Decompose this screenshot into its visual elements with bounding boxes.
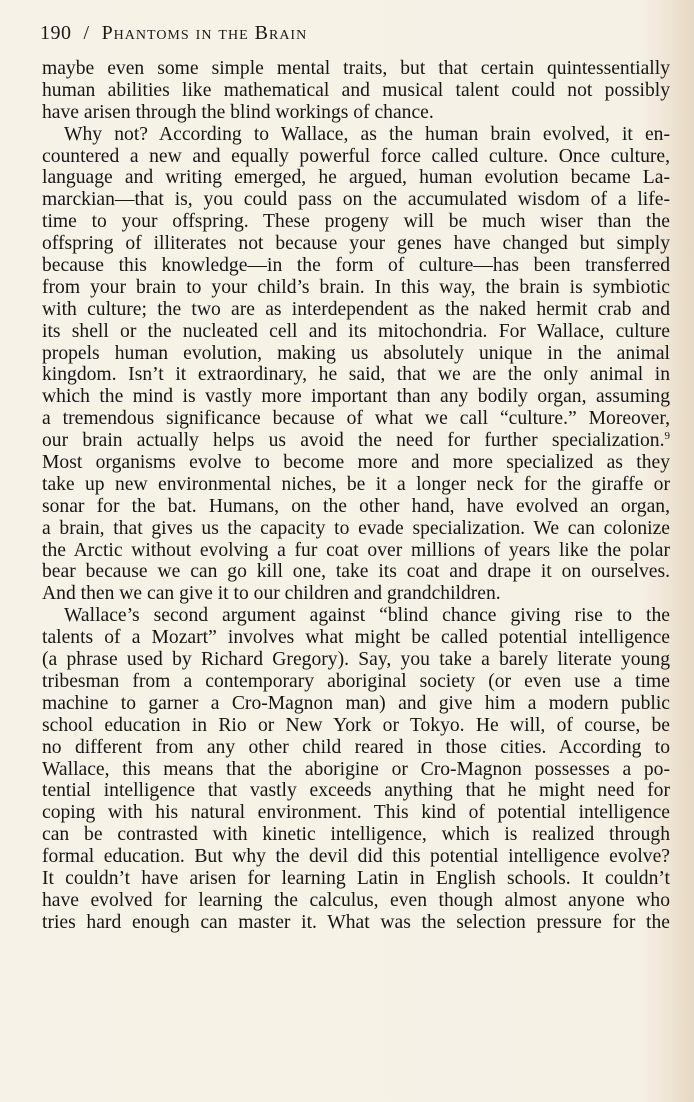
line-text: have evolved for learning the calculus, even though almost anyone who [42,889,670,911]
text-line [42,912,670,934]
line-text: formal education. But why the devil did this potential intelligence evolve? [42,846,670,868]
text-line [42,189,670,211]
line-text: maybe even some simple mental traits, but that certain quintessentially [42,58,670,79]
text-line [42,605,670,627]
line-text: have arisen through the blind workings of chance. [42,101,434,123]
text-line [42,80,670,102]
line-text: with culture; the two are as interdependent as the naked hermit crab and [42,298,670,320]
text-line [42,737,670,759]
line-text: school education in Rio or New York or Tokyo. He will, of course, be [42,714,670,736]
line-text: the Arctic without evolving a fur coat over millions of years like the polar [42,539,670,561]
text-line [42,715,670,737]
text-line [42,583,670,605]
line-text: language and writing emerged, he argued, human evolution became La- [42,167,670,189]
text-line [42,364,670,386]
line-text: take up new environmental niches, be it a longer neck for the giraffe or [42,473,670,495]
line-text: (a phrase used by Richard Gregory). Say, you take a barely literate young [42,649,670,671]
line-text: human abilities like mathematical and musical talent could not possibly [42,79,670,101]
line-text: offspring of illiterates not because your genes have changed but simply [42,233,670,255]
page-number: 190 [40,22,72,44]
text-line [42,780,670,802]
text-line [42,452,670,474]
line-text: coping with his natural environment. This kind of potential intelligence [42,802,670,824]
text-line [42,496,670,518]
text-line [42,408,670,430]
line-text: machine to garner a Cro-Magnon man) and give him a modern public [42,692,670,714]
text-line [42,474,670,496]
line-text: propels human evolution, making us absolutely unique in the animal [42,342,670,364]
line-text: a brain, that gives us the capacity to evade specialization. We can colonize [42,517,670,539]
text-line [42,343,670,365]
text-line [42,58,670,80]
text-line [42,299,670,321]
line-text: Wallace, this means that the aborigine or Cro-Magnon possesses a po- [42,758,670,780]
text-line [42,846,670,868]
line-text: from your brain to your child’s brain. In this way, the brain is symbiotic [42,276,670,298]
paragraph [42,58,670,124]
text-line [42,167,670,189]
line-text: no different from any other child reared in those cities. According to [42,736,670,758]
text-line [42,649,670,671]
text-line [42,627,670,649]
text-line [42,890,670,912]
line-text: which the mind is vastly more important than any bodily organ, assuming [42,386,670,408]
text-line [42,824,670,846]
text-line [42,233,670,255]
paragraph [42,124,670,606]
book-title: Phantoms in the Brain [101,22,308,44]
text-line [42,102,670,124]
line-text: Why not? According to Wallace, as the human brain evolved, it en- [64,123,670,145]
line-text: marckian—that is, you could pass on the accumulated wisdom of a life- [42,189,670,211]
line-text: tribesman from a contemporary aboriginal society (or even use a time [42,670,670,692]
line-text: can be contrasted with kinetic intelligence, which is realized through [42,824,670,846]
text-line [42,124,670,146]
text-line [42,386,670,408]
text-line [42,277,670,299]
text-line [42,430,670,452]
line-text: kingdom. Isn’t it extraordinary, he said, that we are the only animal in [42,364,670,386]
text-line [42,802,670,824]
line-text: And then we can give it to our children and grandchildren. [42,583,501,605]
body-text [42,58,670,934]
line-text: time to your offspring. These progeny will be much wiser than the [42,211,670,233]
text-line [42,518,670,540]
text-line [42,540,670,562]
text-line [42,146,670,168]
paragraph [42,605,670,933]
line-text: because this knowledge—in the form of culture—has been transferred [42,255,670,277]
text-line [42,868,670,890]
footnote-marker: 9 [664,430,670,443]
text-line [42,211,670,233]
line-text: its shell or the nucleated cell and its mitochondria. For Wallace, culture [42,320,670,342]
line-text: our brain actually helps us avoid the need for further specialization. [42,430,665,452]
line-text: talents of a Mozart” involves what might be called potential intelligence [42,627,670,649]
line-text: sonar for the bat. Humans, on the other hand, have evolved an organ, [42,495,670,517]
line-text: a tremendous significance because of what we call “culture.” Moreover, [42,408,670,430]
running-header [40,22,307,45]
line-text: bear because we can go kill one, take its coat and drape it on ourselves. [42,561,670,583]
line-text: Wallace’s second argument against “blind chance giving rise to the [64,605,670,627]
text-line [42,671,670,693]
line-text: countered a new and equally powerful force called culture. Once culture, [42,145,670,167]
line-text: tential intelligence that vastly exceeds anything that he might need for [42,780,670,802]
text-line [42,321,670,343]
text-line [42,255,670,277]
line-text: It couldn’t have arisen for learning Latin in English schools. It couldn’t [42,867,670,889]
line-text: tries hard enough can master it. What was the selection pressure for the [42,911,670,933]
header-separator: / [83,22,90,44]
text-line [42,759,670,781]
text-line [42,561,670,583]
text-line [42,693,670,715]
line-text: Most organisms evolve to become more and more specialized as they [42,452,670,474]
